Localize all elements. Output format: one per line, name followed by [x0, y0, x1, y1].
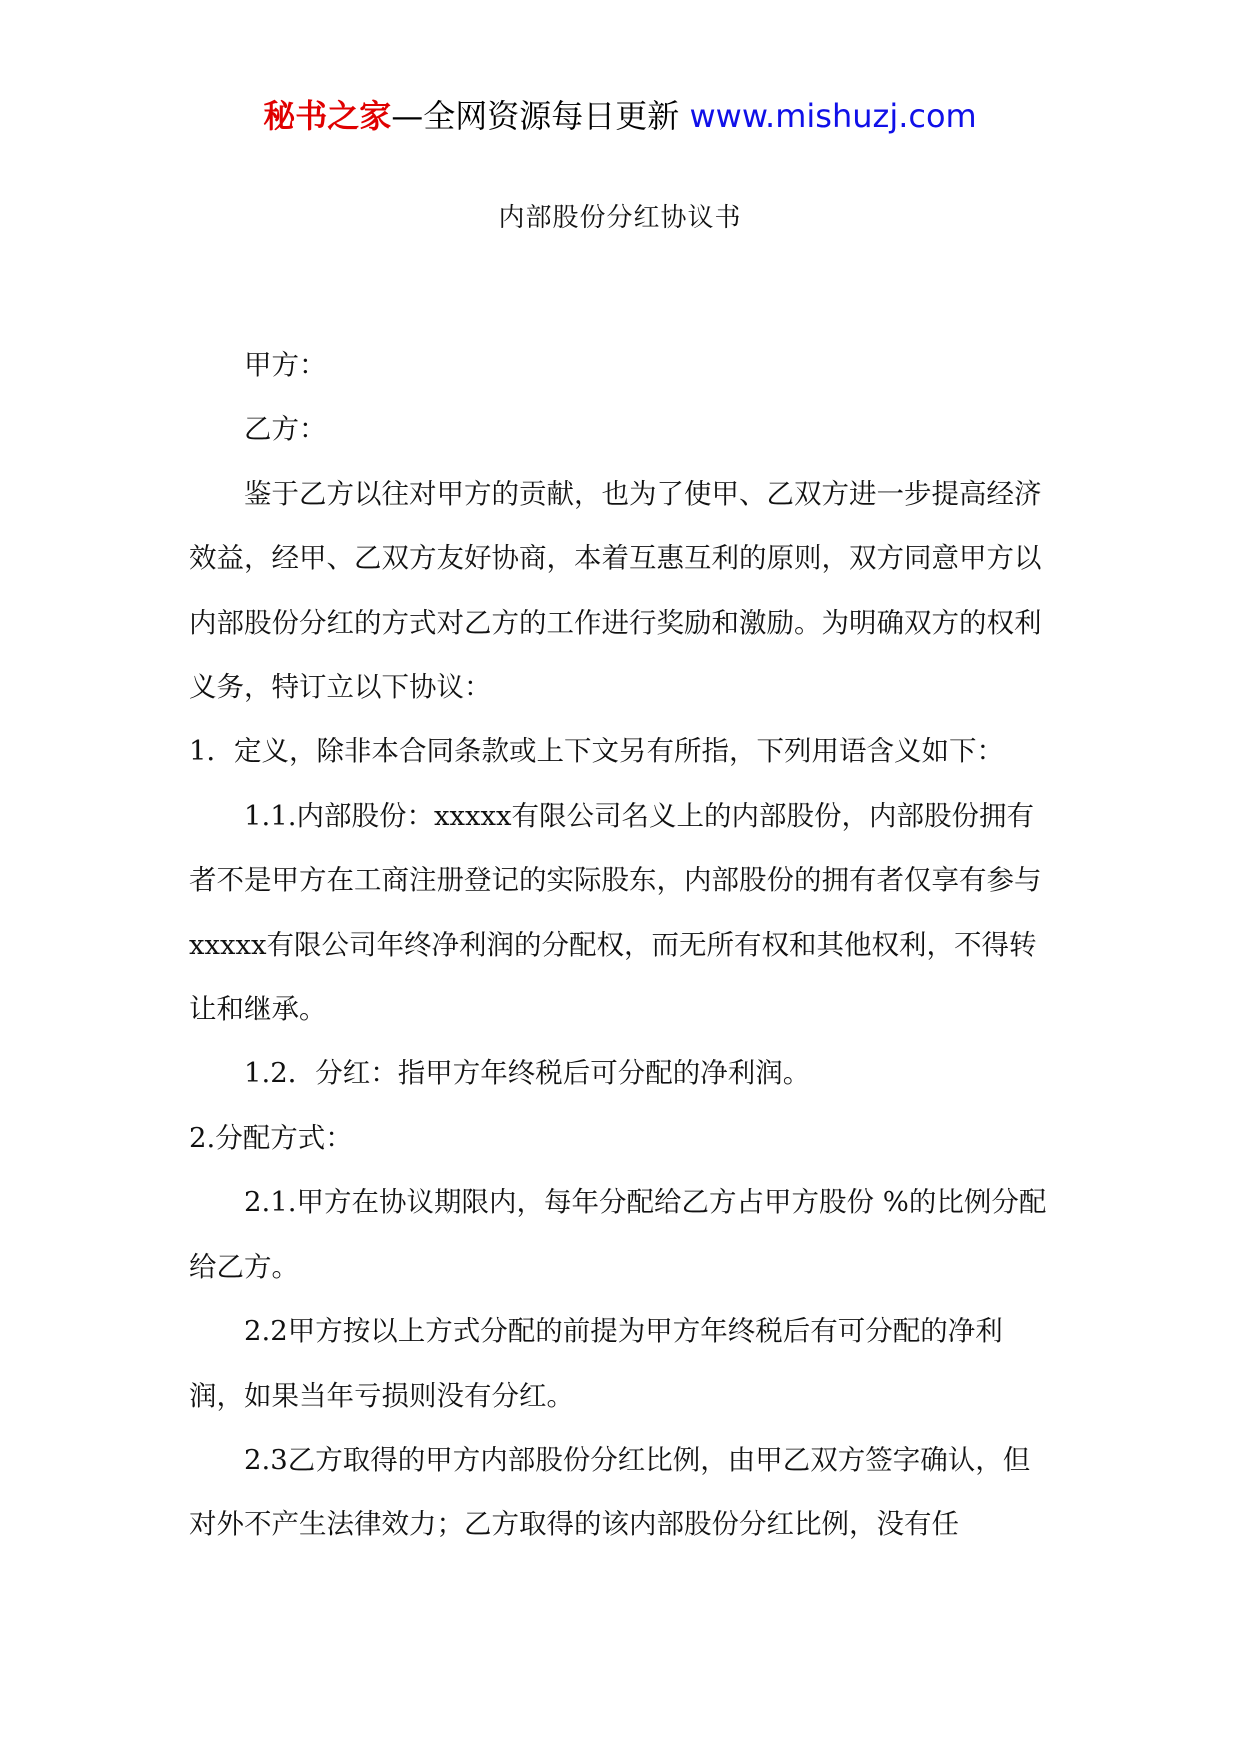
section-2-heading: 2.分配方式：: [189, 1121, 353, 1154]
preamble-paragraph: 鉴于乙方以往对甲方的贡献，也为了使甲、乙双方进一步提高经济效益，经甲、乙双方友好协商，本着互惠互利的原则，双方同意甲方以内部股份分红的方式对乙方的工作进行奖励和激励。为明确双方的权利义务，特订立以下协议：: [189, 477, 1042, 704]
document-body: [189, 333, 1049, 1557]
party-b-line: 乙方：: [244, 413, 327, 446]
site-url-link[interactable]: www.mishuzj.com: [689, 97, 977, 135]
clause-2-3-paragraph: 2.3乙方取得的甲方内部股份分红比例，由甲乙双方签字确认，但对外不产生法律效力；乙方取得的该内部股份分红比例，没有任: [189, 1443, 1031, 1541]
clause-1-2-paragraph: 1.2．分红：指甲方年终税后可分配的净利润。: [244, 1057, 811, 1090]
clause-2-2-paragraph: 2.2甲方按以上方式分配的前提为甲方年终税后有可分配的净利润，如果当年亏损则没有分红。: [189, 1315, 1003, 1412]
header-slogan: —全网资源每日更新: [391, 97, 680, 135]
site-header: [0, 96, 1240, 136]
party-a-line: 甲方：: [244, 349, 327, 381]
brand-name: 秘书之家: [263, 97, 392, 135]
clause-1-1-paragraph: 1.1.内部股份：xxxxx有限公司名义上的内部股份，内部股份拥有者不是甲方在工商注册登记的实际股东，内部股份的拥有者仅享有参与xxxxx有限公司年终净利润的分配权，而无所有权和其他权利，不得转让和继承。: [189, 799, 1042, 1026]
document-title: 内部股份分红协议书: [498, 203, 742, 233]
clause-2-1-paragraph: 2.1.甲方在协议期限内，每年分配给乙方占甲方股份 %的比例分配给乙方。: [189, 1186, 1047, 1283]
section-1-heading: 1．定义，除非本合同条款或上下文另有所指，下列用语含义如下：: [189, 735, 1004, 768]
